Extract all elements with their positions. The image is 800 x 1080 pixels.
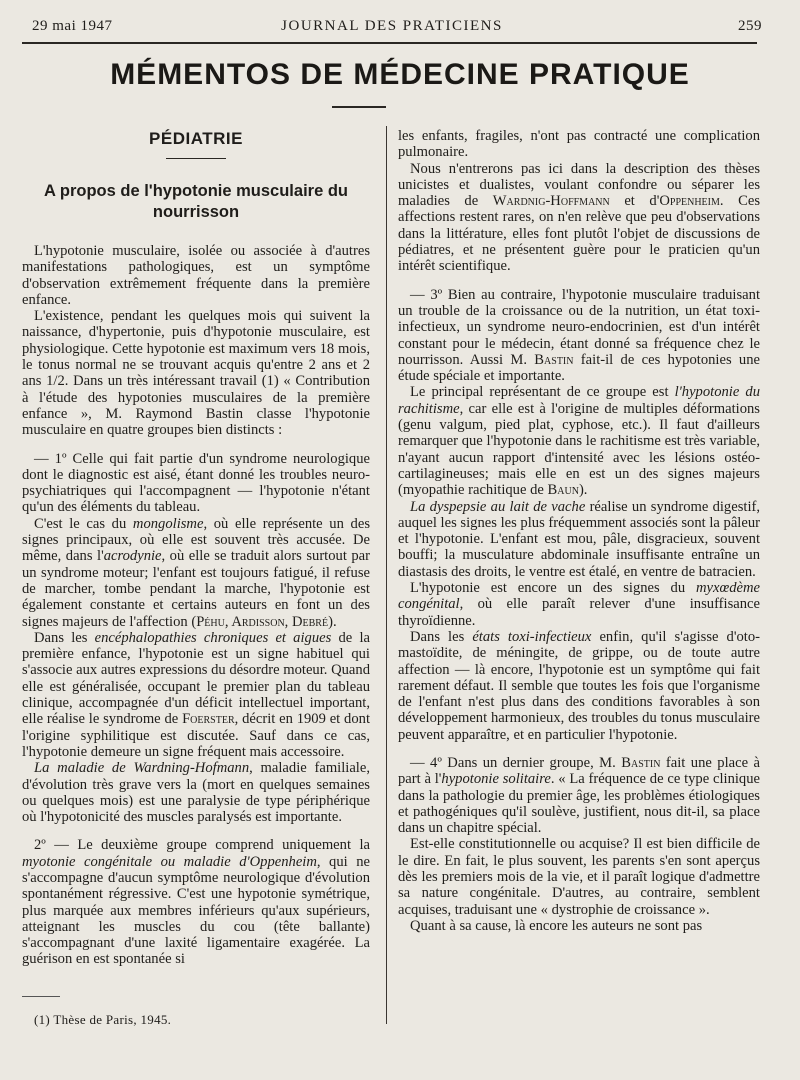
paragraph-group-2: 2º — Le deuxième groupe comprend uniquement la myotonie congénitale ou maladie d'Oppenheim, qui ne s'accompagne d'aucun symptôme neurologique d'évolution spontanément régressive. C'est une hypotonie symétrique, plus marquée aux membres inférieurs qu'aux supérieurs, atteignant les muscles du cou (tête ballante) s'accompagnant d'une laxité ligamentaire exagérée. La guérison en est spontanée si xyxy=(22,837,370,968)
title-underline xyxy=(332,106,386,108)
paragraph-existence: L'existence, pendant les quelques mois qui suivent la naissance, d'hypertonie, puis d'hypotonie musculaire, est physiologique. Cette hypotonie est maximum vers 18 mois, le tonus normal ne se trouvant acquis qu'entre 2 ans et 2 ans 1/2. Dans un très intéressant travail (1) « Contribution à l'étude des hypotonies musculaires de la première enfance », M. Raymond Bastin classe l'hypotonie musculaire en quatre groupes bien distincts : xyxy=(22,308,370,439)
left-column xyxy=(22,128,370,968)
paragraph-mongolisme: C'est le cas du mongolisme, où elle représente un des signes principaux, où elle est souvent très accusée. De même, dans l'acrodynie, où elle se traduit alors surtout par un syndrome moteur; l'enfant est toujours fatigué, il refuse de marcher, tombe pendant la marche, l'hypotonie est également constante et certains auteurs en font un des signes majeurs de l'affection (Péhu, Ardisson, Debré). xyxy=(22,515,371,630)
column-divider xyxy=(386,126,387,1024)
main-title: MÉMENTOS DE MÉDECINE PRATIQUE xyxy=(110,58,690,91)
paragraph-theses: Nous n'entrerons pas ici dans la description des thèses unicistes et dualistes, voulant confondre ou séparer les maladies de Wardnig-Hoffmann et d'Oppenheim. Ces affections restent rares, on n'en relève que peu d'observations dans la littérature, elles font plutôt l'objet de discussions de pédiatres, et ne présentent guère pour le praticien qu'un intérêt scientifique. xyxy=(398,160,760,275)
header-date: 29 mai 1947 xyxy=(32,18,113,34)
right-column xyxy=(398,128,760,934)
paragraph-group-3: — 3º Bien au contraire, l'hypotonie musculaire traduisant un trouble de la croissance ou de la nutrition, un état toxi-infectieux, un syndrome neuro-endocrinien, est d'un intérêt constant pour le médecin, étant donné sa fréquence chez le nourrisson. Aussi M. Bastin fait-il de ces hypotonies une étude spéciale et importante. xyxy=(398,286,761,385)
article-title: A propos de l'hypotonie musculaire du nourrisson xyxy=(43,182,348,221)
paragraph-wardning-hofmann: La maladie de Wardning-Hofmann, maladie familiale, d'évolution très grave vers la (mort en quelques semaines ou quelques mois) est une paralysie de type périphérique où l'hypotonicité des muscles paralysés est importante. xyxy=(22,760,370,826)
section-rule xyxy=(166,158,226,159)
paragraph-continuation: les enfants, fragiles, n'ont pas contracté une complication pulmonaire. xyxy=(398,128,760,161)
paragraph-rachitisme: Le principal représentant de ce groupe est l'hypotonie du rachitisme, car elle est à l'origine de multiples déformations (genu valgum, pied plat, cyphose, etc.). Il faut d'ailleurs remarquer que l'hypotonie dans le rachitisme est très variable, n'ayant aucun rapport d'intensité avec les lésions ostéo-cartilagineuses; mais elle en est un des signes majeurs (myopathie rachitique de Baun). xyxy=(398,384,761,499)
paragraph-cause: Quant à sa cause, là encore les auteurs ne sont pas xyxy=(410,917,703,934)
paragraph-group-1: — 1º Celle qui fait partie d'un syndrome neurologique dont le diagnostic est aisé, étant donné les troubles neuro-psychiatriques qui l'accompagnent — l'hypotonie n'étant qu'un des éléments du tableau. xyxy=(22,450,370,516)
header-rule xyxy=(22,42,757,44)
running-header xyxy=(22,18,762,40)
footnote: (1) Thèse de Paris, 1945. xyxy=(34,1012,172,1027)
paragraph-dyspepsie: La dyspepsie au lait de vache réalise un syndrome digestif, auquel les signes les plus fréquemment associés sont la pâleur et l'hypotonie. L'enfant est mou, pâle, disgracieux, souvent bouffi; la musculature abdominale insuffisante entraîne un diastasis des droits, le ventre est étalé, en ventre de batracien. xyxy=(398,498,761,580)
page-number: 259 xyxy=(738,18,762,34)
paragraph-intro: L'hypotonie musculaire, isolée ou associée à d'autres manifestations pathologiques, est un symptôme d'observation extrêmement fréquente dans la première enfance. xyxy=(22,243,370,308)
paragraph-myxoedeme: L'hypotonie est encore un des signes du myxœdème congénital, où elle paraît relever d'une insuffisance thyroïdienne. xyxy=(398,580,760,629)
section-title: PÉDIATRIE xyxy=(149,129,243,148)
paragraph-toxi-infectieux: Dans les états toxi-infectieux enfin, qu'il s'agisse d'oto-mastoïdite, de méningite, de grippe, ou de toute autre affection — là encore, l'hypotonie est un symptôme qui fait rarement défaut. Il semble que toutes les fois que l'organisme de l'enfant n'est plus dans des conditions favorables à son développement harmonieux, des troubles du tonus musculaire peuvent apparaître, et en particulier l'hypotonie. xyxy=(398,628,760,743)
journal-name: JOURNAL DES PRATICIENS xyxy=(281,18,503,34)
paragraph-encephalopathies: Dans les encéphalopathies chroniques et aigues de la première enfance, l'hypotonie est un signe habituel qui s'associe aux autres expressions du désordre moteur. Quand elle est généralisée, occupant le premier plan du tableau clinique, accompagnée d'un déficit intellectuel important, elle réalise le syndrome de Foerster, décrit en 1909 et dont l'origine syphilitique est discutée. Sauf dans ce cas, l'hypotonie demeure un signe fréquent mais accessoire. xyxy=(22,629,370,760)
footnote-rule xyxy=(22,996,60,997)
paragraph-group-4: — 4º Dans un dernier groupe, M. Bastin fait une place à part à l'hypotonie solitaire. « La fréquence de ce type clinique dans la pathologie du premier âge, les problèmes étiologiques et pathogéniques qu'il soulève, justifient, nous dit-il, sa place dans un chapitre spécial. xyxy=(398,754,760,837)
paragraph-constitutionnelle: Est-elle constitutionnelle ou acquise? Il est bien difficile de le dire. En fait, le plus souvent, les parents s'en sont aperçus dès les premiers mois de la vie, et il paraît logique d'admettre sa nature congénitale. D'autres, au contraire, semblent acquises, traduisant une « dystrophie de croissance ». xyxy=(398,836,760,918)
